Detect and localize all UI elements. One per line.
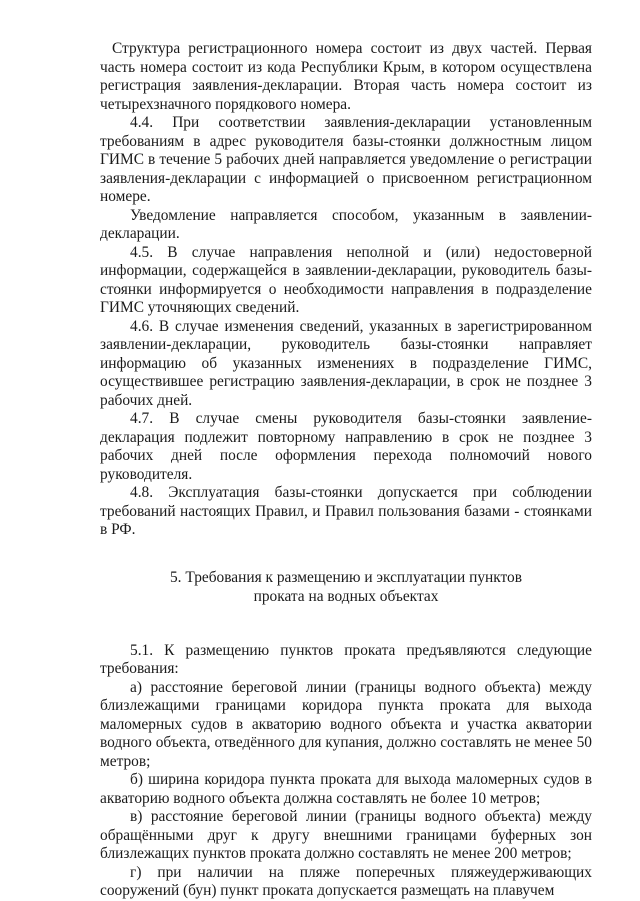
paragraph-4-6: 4.6. В случае изменения сведений, указанных в зарегистрированном заявлении-декларации, руководитель базы-стоянки направляет информацию об указанных изменениях в подразделение ГИМС, осуществившее регистрацию заявления-декларации, в срок не позднее 3 рабочих дней. — [100, 317, 592, 409]
paragraph-5-1-g: г) при наличии на пляже поперечных пляжеудерживающих сооружений (бун) пункт проката допускается размещать на плавучем — [100, 863, 592, 899]
paragraph-5-1-b: б) ширина коридора пункта проката для выхода маломерных судов в акваторию водного объекта должна составлять не более 10 метров; — [100, 771, 592, 807]
section-heading-line-2: проката на водных объектах — [253, 587, 439, 605]
section-heading-line-1: 5. Требования к размещению и эксплуатации пунктов — [169, 568, 523, 586]
paragraph-4-7: 4.7. В случае смены руководителя базы-стоянки заявление-декларация подлежит повторному направлению в срок не позднее 3 рабочих дней после оформления перехода полномочий нового руководителя. — [100, 410, 592, 483]
paragraph-4-8: 4.8. Эксплуатация базы-стоянки допускается при соблюдении требований настоящих Правил, и Правил пользования базами - стоянками в РФ. — [100, 484, 592, 538]
paragraph-5-1-a: а) расстояние береговой линии (границы водного объекта) между близлежащими границами коридора пункта проката для выхода маломерных судов в акваторию водного объекта и участка акватории водного объекта, отведённого для купания, должно составлять не менее 50 метров; — [100, 678, 592, 770]
paragraph-4-5: 4.5. В случае направления неполной и (или) недостоверной информации, содержащейся в заявлении-декларации, руководитель базы-стоянки информируется о необходимости направления в подразделение ГИМС уточняющих сведений. — [100, 243, 592, 316]
paragraph-5-1-v: в) расстояние береговой линии (границы водного объекта) между обращёнными друг к другу внешними границами буферных зон близлежащих пунктов проката должно составлять не менее 200 метров; — [100, 808, 592, 862]
document-page — [100, 40, 592, 901]
paragraph-registration-number-structure: Структура регистрационного номера состоит из двух частей. Первая часть номера состоит из кода Республики Крым, в котором осуществлена регистрация заявления-декларации. Вторая часть номера состоит из четырехзначного порядкового номера. — [100, 40, 592, 113]
section-heading — [100, 568, 592, 606]
paragraph-5-1: 5.1. К размещению пунктов проката предъявляются следующие требования: — [100, 641, 592, 677]
paragraph-notification-method: Уведомление направляется способом, указанным в заявлении-декларации. — [100, 206, 592, 242]
paragraph-4-4: 4.4. При соответствии заявления-декларации установленным требованиям в адрес руководителя базы-стоянки должностным лицом ГИМС в течение 5 рабочих дней направляется уведомление о регистрации заявления-декларации с информацией о присвоенном регистрационном номере. — [100, 114, 592, 205]
